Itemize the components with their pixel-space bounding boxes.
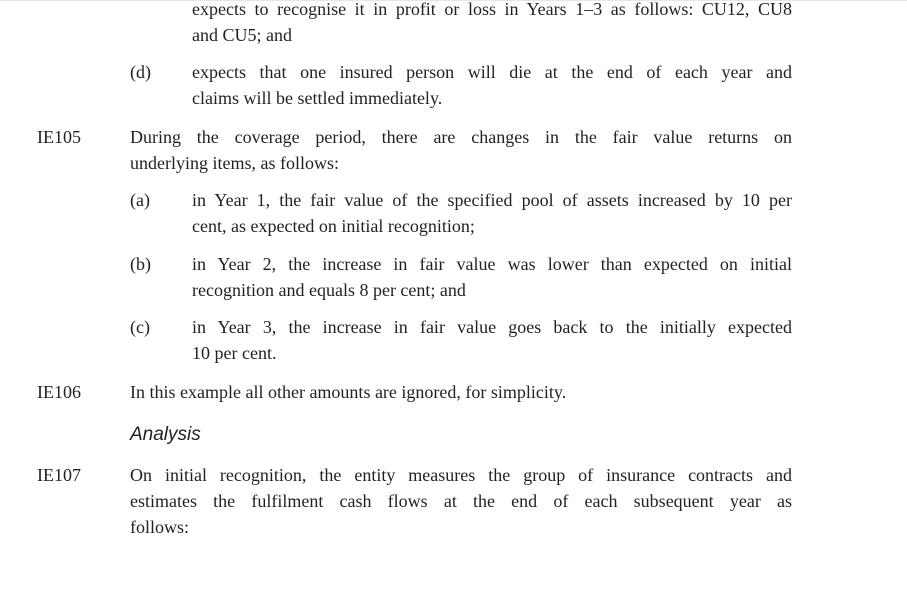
item-a-line-2: cent, as expected on initial recognition; [192, 216, 475, 236]
paragraph-number-ie105: IE105 [37, 127, 81, 147]
item-c-label: (c) [130, 317, 150, 337]
ie107-line-1: On initial recognition, the entity measures the group of insurance contracts and [130, 465, 792, 485]
ie105-line-2: underlying items, as follows: [130, 153, 339, 173]
item-b-label: (b) [130, 254, 151, 274]
paragraph-ie107-text [130, 462, 792, 540]
item-c-line-1: in Year 3, the increase in fair value goes back to the initially expected [192, 317, 792, 337]
item-d-text [192, 59, 792, 111]
ie107-line-3: follows: [130, 517, 190, 537]
item-b-text [192, 251, 792, 303]
item-c-line-2: 10 per cent. [192, 343, 277, 363]
ie105-line-1: During the coverage period, there are changes in the fair value returns on [130, 127, 792, 147]
item-b-line-2: recognition and equals 8 per cent; and [192, 280, 466, 300]
continued-item-line-1: expects to recognise it in profit or loss in Years 1–3 as follows: CU12, CU8 [192, 0, 792, 19]
paragraph-number-ie106: IE106 [37, 382, 81, 402]
item-d-label: (d) [130, 62, 151, 82]
continued-item-line-2: and CU5; and [192, 25, 292, 45]
paragraph-number-ie107: IE107 [37, 465, 81, 485]
item-a-text [192, 187, 792, 239]
item-a-line-1: in Year 1, the fair value of the specified pool of assets increased by 10 per [192, 190, 792, 210]
ie107-line-2: estimates the fulfilment cash flows at the end of each subsequent year as [130, 491, 792, 511]
item-c-text [192, 314, 792, 366]
item-b-line-1: in Year 2, the increase in fair value was lower than expected on initial [192, 254, 792, 274]
paragraph-ie105-text [130, 124, 792, 176]
analysis-heading: Analysis [130, 424, 201, 445]
item-d-line-1: expects that one insured person will die at the end of each year and [192, 62, 792, 82]
item-d-line-2: claims will be settled immediately. [192, 88, 443, 108]
continued-item-text [192, 0, 792, 48]
item-a-label: (a) [130, 190, 150, 210]
paragraph-ie106-text: In this example all other amounts are ignored, for simplicity. [130, 382, 567, 402]
